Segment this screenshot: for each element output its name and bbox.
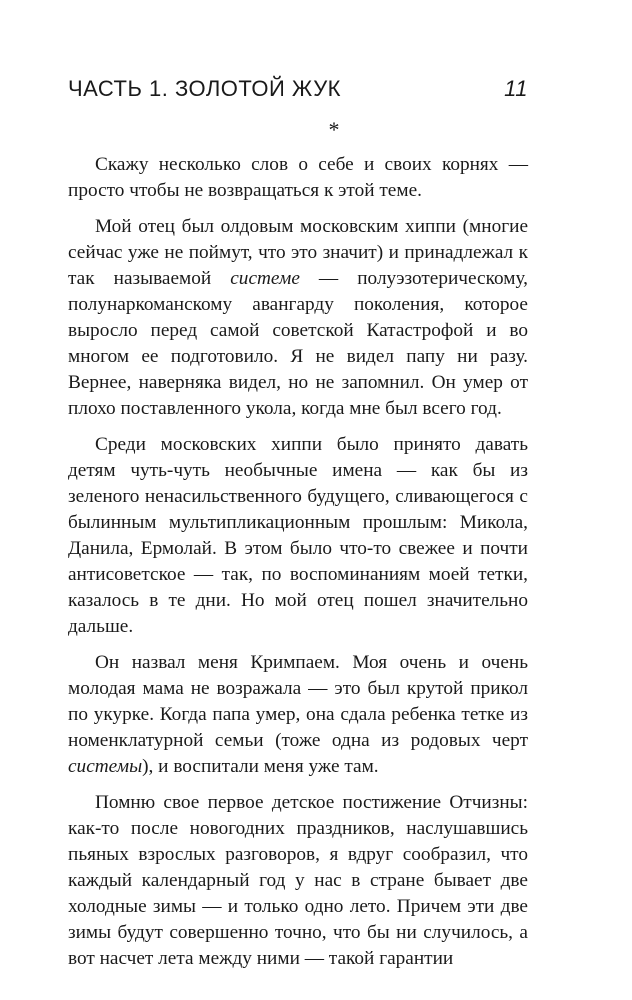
paragraph-4-text-end: ), и воспитали меня уже там.: [142, 756, 379, 777]
page-number: 11: [504, 76, 528, 101]
paragraph-5: Помню свое первое детское постижение Отчизны: как-то после новогодних праздников, наслушавшись пьяных взрослых разговоров, я вдруг сообразил, что каждый календарный год у нас в стране бывает две холодные зимы — и только одно лето. Причем эти две зимы будут совершенно точно, что бы ни случилось, а вот насчет лета между ними — такой гарантии: [68, 792, 528, 969]
chapter-title: ЧАСТЬ 1. ЗОЛОТОЙ ЖУК: [68, 76, 341, 101]
paragraph-4-emphasis: системы: [68, 756, 143, 777]
paragraph-2-text-start: Мой отец был олдовым московским хиппи (многие сейчас уже не поймут, что это значит) и принадлежал к так называемой: [68, 216, 528, 289]
paragraph-2: [68, 214, 528, 422]
paragraph-3: Среди московских хиппи было принято давать детям чуть-чуть необычные имена — как бы из зеленого ненасильственного будущего, сливающегося с былинным мультипликационным прошлым: Микола, Данила, Ермолай. В этом было что-то свежее и почти антисоветское — так, по воспоминаниям моей тетки, казалось в те дни. Но мой отец пошел значительно дальше.: [68, 434, 528, 637]
section-separator: *: [328, 117, 340, 142]
paragraph-1: Скажу несколько слов о себе и своих корнях — просто чтобы не возвращаться к этой теме.: [68, 154, 528, 201]
running-header: [68, 76, 528, 106]
body-text: [68, 152, 528, 972]
paragraph-2-text-end: — полуэзотерическому, полунаркоманскому авангарду поколения, которое выросло перед самой советской Катастрофой и во многом ее подготовило. Я не видел папу ни разу. Вернее, наверняка видел, но не запомнил. Он умер от плохо поставленного укола, когда мне был всего год.: [68, 268, 528, 419]
paragraph-4: [68, 650, 528, 780]
paragraph-4-text-start: Он назвал меня Кримпаем. Моя очень и очень молодая мама не возражала — это был крутой прикол по укурке. Когда папа умер, она сдала ребенка тетке из номенклатурной семьи (тоже одна из родовых черт: [68, 652, 528, 751]
paragraph-2-emphasis: системе: [230, 268, 300, 289]
